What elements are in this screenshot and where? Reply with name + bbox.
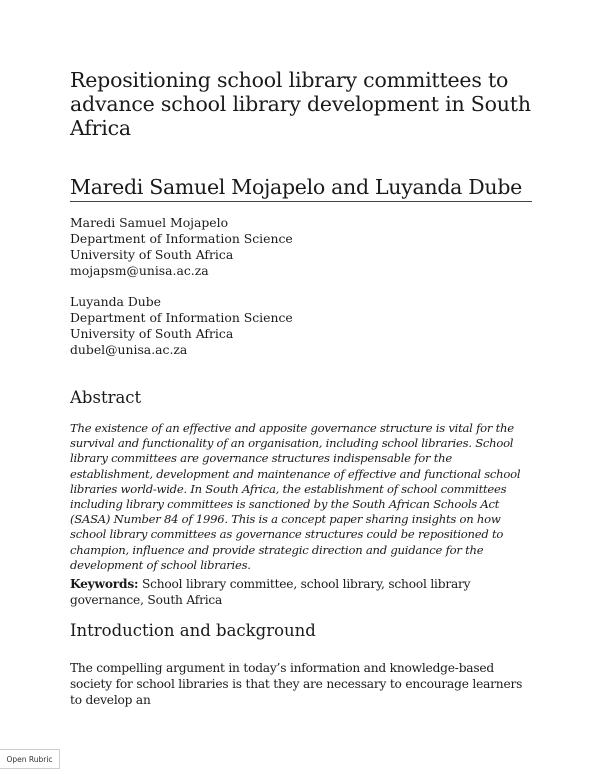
abstract-text: The existence of an effective and apposite governance structure is vital for the survival and functionality of an organisation, including school libraries. School library committees are governance structures indispensable for the establishment, development and maintenance of effective and functional school libraries world-wide. In South Africa, the establishment of school committees including library committees is sanctioned by the South African Schools Act (SASA) Number 84 of 1996. This is a concept paper sharing insights on how school library committees as governance structures could be repositioned to champion, influence and provide strategic direction and guidance for the development of school libraries. <box>70 421 521 572</box>
author-university: University of South Africa <box>70 247 234 262</box>
abstract-heading: Abstract <box>70 388 142 407</box>
author-email: mojapsm@unisa.ac.za <box>70 263 209 278</box>
open-rubric-badge[interactable]: Open Rubric <box>0 749 60 769</box>
keywords-paragraph <box>70 576 532 608</box>
author-email: dubel@unisa.ac.za <box>70 342 188 357</box>
introduction-text: The compelling argument in today’s information and knowledge-based society for school libraries is that they are necessary to encourage learners to develop an <box>70 661 523 707</box>
author-university: University of South Africa <box>70 326 234 341</box>
keywords-text: School library committee, school library, school library governance, South Africa <box>70 577 471 607</box>
author-name: Maredi Samuel Mojapelo <box>70 215 229 230</box>
keywords-label: Keywords: <box>70 577 139 591</box>
author-name: Luyanda Dube <box>70 294 162 309</box>
affiliation-block <box>70 294 293 358</box>
paper-title: Repositioning school library committees to advance school library development in South Africa <box>70 68 531 140</box>
author-department: Department of Information Science <box>70 231 293 246</box>
author-department: Department of Information Science <box>70 310 293 325</box>
affiliation-block <box>70 215 293 279</box>
authors-line: Maredi Samuel Mojapelo and Luyanda Dube <box>70 174 532 202</box>
introduction-heading: Introduction and background <box>70 621 316 640</box>
